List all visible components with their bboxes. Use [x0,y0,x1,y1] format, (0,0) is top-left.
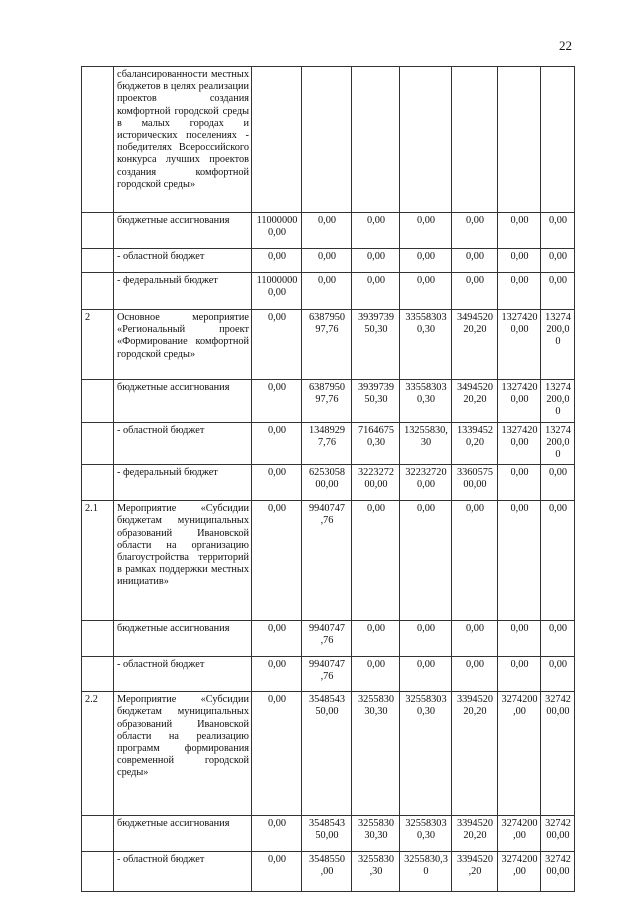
amount-cell: 13274 200,00 [541,422,575,465]
amount-cell: 0,00 [252,249,302,273]
amount-cell: 0,00 [452,621,498,657]
table-row [82,310,575,380]
row-number [82,422,114,465]
amount-cell: 3394520 ,20 [452,852,498,892]
amount-cell: 32742 00,00 [541,692,575,816]
amount-cell: 0,00 [252,465,302,501]
row-number [82,621,114,657]
table-row [82,657,575,692]
amount-cell: 0,00 [252,692,302,816]
row-description: Основное мероприятие «Региональный проект «Формирование комфортной городской среды» [114,310,252,380]
amount-cell: 3548543 50,00 [302,816,352,852]
amount-cell: 0,00 [352,621,400,657]
row-description: Мероприятие «Субсидии бюджетам муниципальных образований Ивановской области на организацию благоустройства территорий в рамках поддержки местных инициатив» [114,501,252,621]
table-row [82,249,575,273]
row-description: - областной бюджет [114,422,252,465]
amount-cell: 0,00 [252,657,302,692]
amount-cell: 0,00 [498,657,541,692]
amount-cell: 11000000 0,00 [252,213,302,249]
amount-cell: 0,00 [352,501,400,621]
row-number [82,657,114,692]
amount-cell: 0,00 [452,501,498,621]
amount-cell: 11000000 0,00 [252,273,302,310]
amount-cell: 0,00 [541,213,575,249]
row-description: - федеральный бюджет [114,465,252,501]
amount-cell: 3255830 30,30 [352,816,400,852]
amount-cell: 13274 200,00 [541,310,575,380]
amount-cell: 3548550 ,00 [302,852,352,892]
row-description: - областной бюджет [114,852,252,892]
amount-cell: 0,00 [452,657,498,692]
amount-cell: 0,00 [352,249,400,273]
row-number [82,380,114,423]
amount-cell: 0,00 [352,273,400,310]
amount-cell: 3548543 50,00 [302,692,352,816]
amount-cell: 3223272 00,00 [352,465,400,501]
amount-cell [498,67,541,213]
amount-cell: 3274200 ,00 [498,692,541,816]
amount-cell: 0,00 [498,213,541,249]
amount-cell: 32558303 0,30 [400,816,452,852]
amount-cell: 32232720 0,00 [400,465,452,501]
amount-cell [352,67,400,213]
table-row [82,422,575,465]
amount-cell: 0,00 [452,213,498,249]
amount-cell: 1339452 0,20 [452,422,498,465]
row-number: 2.1 [82,501,114,621]
row-number [82,249,114,273]
amount-cell: 0,00 [498,465,541,501]
amount-cell: 3274200 ,00 [498,816,541,852]
amount-cell: 33558303 0,30 [400,380,452,423]
row-number: 2 [82,310,114,380]
row-number [82,273,114,310]
amount-cell: 0,00 [498,249,541,273]
amount-cell: 6387950 97,76 [302,310,352,380]
amount-cell [452,67,498,213]
amount-cell: 7164675 0,30 [352,422,400,465]
amount-cell: 3255830 ,30 [352,852,400,892]
amount-cell: 0,00 [541,465,575,501]
amount-cell: 0,00 [302,273,352,310]
amount-cell: 0,00 [541,501,575,621]
amount-cell: 0,00 [352,657,400,692]
amount-cell: 6253058 00,00 [302,465,352,501]
row-number [82,465,114,501]
amount-cell: 32742 00,00 [541,816,575,852]
amount-cell: 9940747 ,76 [302,621,352,657]
table-row [82,501,575,621]
table-row [82,816,575,852]
amount-cell: 0,00 [252,852,302,892]
table-row [82,67,575,213]
table-row [82,852,575,892]
amount-cell: 0,00 [400,249,452,273]
amount-cell: 0,00 [541,657,575,692]
amount-cell: 3939739 50,30 [352,310,400,380]
amount-cell: 32558303 0,30 [400,692,452,816]
amount-cell: 1327420 0,00 [498,380,541,423]
row-description: - федеральный бюджет [114,273,252,310]
amount-cell: 0,00 [400,501,452,621]
amount-cell [541,67,575,213]
page-number: 22 [559,38,572,53]
table-row [82,692,575,816]
amount-cell: 0,00 [452,273,498,310]
amount-cell: 0,00 [400,621,452,657]
amount-cell: 0,00 [302,249,352,273]
row-description: - областной бюджет [114,249,252,273]
table-row [82,213,575,249]
amount-cell: 0,00 [252,380,302,423]
amount-cell: 3494520 20,20 [452,310,498,380]
amount-cell: 0,00 [252,310,302,380]
amount-cell: 3255830,3 0 [400,852,452,892]
amount-cell: 0,00 [498,501,541,621]
row-description: Мероприятие «Субсидии бюджетам муниципальных образований Ивановской области на реализацию программ формирования современной городской среды» [114,692,252,816]
row-description: бюджетные ассигнования [114,621,252,657]
amount-cell: 0,00 [400,657,452,692]
amount-cell: 3394520 20,20 [452,692,498,816]
amount-cell: 3494520 20,20 [452,380,498,423]
amount-cell: 3394520 20,20 [452,816,498,852]
amount-cell: 1327420 0,00 [498,422,541,465]
amount-cell: 9940747 ,76 [302,657,352,692]
amount-cell [400,67,452,213]
row-number: 2.2 [82,692,114,816]
table-row [82,621,575,657]
amount-cell: 6387950 97,76 [302,380,352,423]
row-description: бюджетные ассигнования [114,380,252,423]
row-number [82,852,114,892]
table-row [82,273,575,310]
amount-cell: 33558303 0,30 [400,310,452,380]
amount-cell: 0,00 [252,501,302,621]
amount-cell: 3274200 ,00 [498,852,541,892]
amount-cell [252,67,302,213]
budget-table [81,66,575,892]
amount-cell: 0,00 [452,249,498,273]
table-row [82,380,575,423]
row-number [82,67,114,213]
table-row [82,465,575,501]
row-description: бюджетные ассигнования [114,213,252,249]
row-description: сбалансированности местных бюджетов в целях реализации проектов создания комфортной городской среды в малых городах и исторических поселениях - победителях Всероссийского конкурса лучших проектов создания комфортной городской среды» [114,67,252,213]
amount-cell: 0,00 [352,213,400,249]
amount-cell: 0,00 [541,249,575,273]
amount-cell: 3255830 30,30 [352,692,400,816]
amount-cell: 13255830, 30 [400,422,452,465]
amount-cell: 0,00 [498,621,541,657]
amount-cell: 0,00 [498,273,541,310]
amount-cell [302,67,352,213]
amount-cell: 32742 00,00 [541,852,575,892]
amount-cell: 0,00 [400,213,452,249]
amount-cell: 0,00 [252,816,302,852]
row-number [82,213,114,249]
amount-cell: 0,00 [302,213,352,249]
row-description: бюджетные ассигнования [114,816,252,852]
amount-cell: 0,00 [541,621,575,657]
amount-cell: 1327420 0,00 [498,310,541,380]
amount-cell: 3939739 50,30 [352,380,400,423]
amount-cell: 0,00 [400,273,452,310]
row-number [82,816,114,852]
amount-cell: 9940747 ,76 [302,501,352,621]
amount-cell: 0,00 [541,273,575,310]
amount-cell: 13274 200,00 [541,380,575,423]
amount-cell: 3360575 00,00 [452,465,498,501]
amount-cell: 1348929 7,76 [302,422,352,465]
amount-cell: 0,00 [252,621,302,657]
amount-cell: 0,00 [252,422,302,465]
row-description: - областной бюджет [114,657,252,692]
